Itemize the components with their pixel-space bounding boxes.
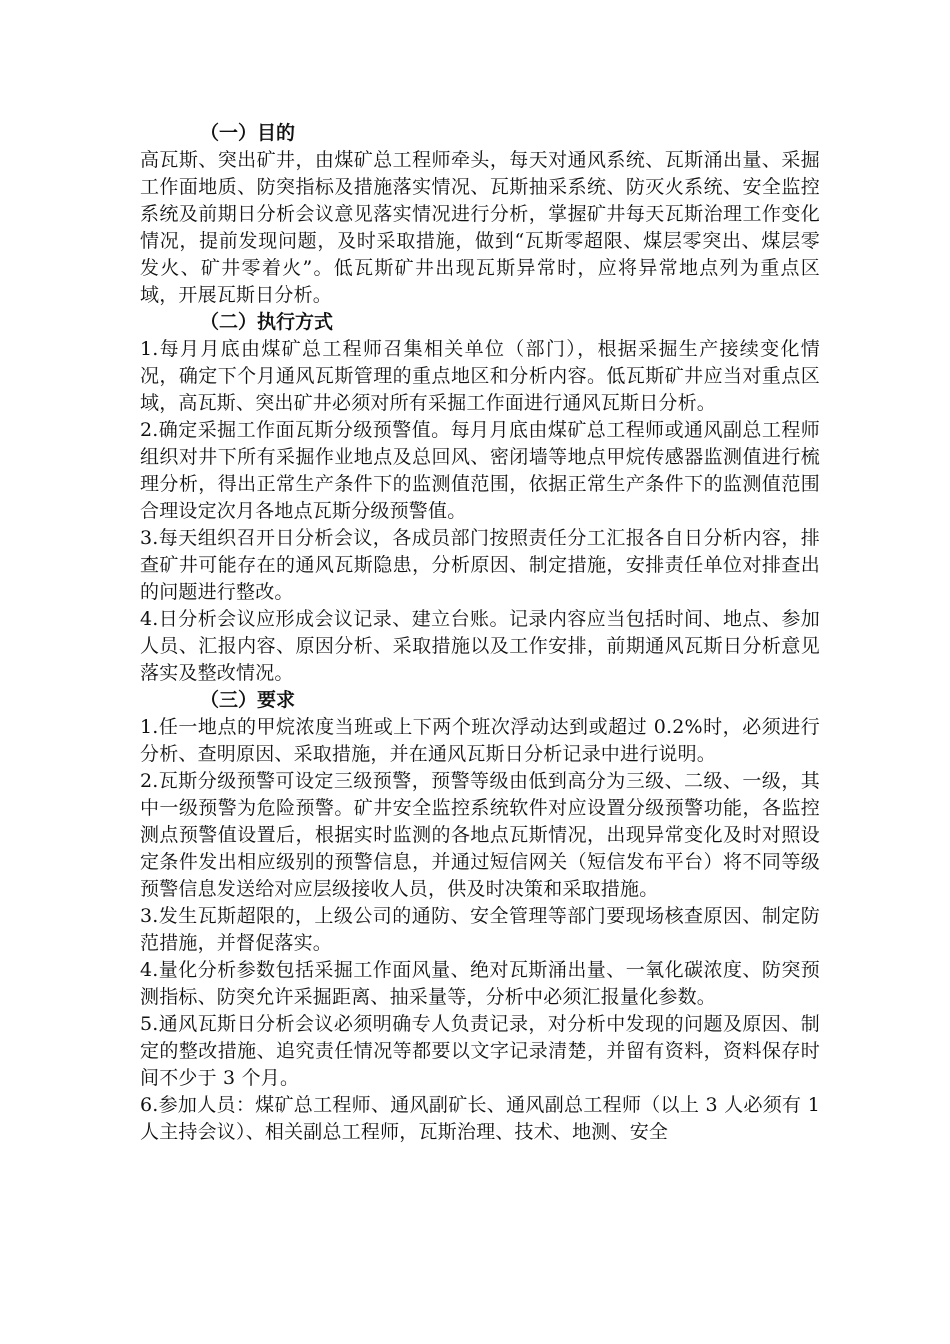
purpose-paragraph: 高瓦斯、突出矿井，由煤矿总工程师牵头，每天对通风系统、瓦斯涌出量、采掘工作面地质、防突指标及措施落实情况、瓦斯抽采系统、防灭火系统、安全监控系统及前期日分析会议意见落实情况进行分析，掌握矿井每天瓦斯治理工作变化情况，提前发现问题，及时采取措施，做到“瓦斯零超限、煤层零突出、煤层零发火、矿井零着火”。低瓦斯矿井出现瓦斯异常时，应将异常地点列为重点区域，开展瓦斯日分析。 [140, 149, 820, 306]
requirement-item-6: 6.参加人员：煤矿总工程师、通风副矿长、通风副总工程师（以上 3 人必须有 1 人主持会议）、相关副总工程师，瓦斯治理、技术、地测、安全 [140, 1094, 820, 1143]
section-heading-purpose: （一）目的 [200, 122, 296, 144]
document-page [140, 120, 820, 1146]
execution-item-4: 4.日分析会议应形成会议记录、建立台账。记录内容应当包括时间、地点、参加人员、汇报内容、原因分析、采取措施以及工作安排，前期通风瓦斯日分析意见落实及整改情况。 [140, 608, 820, 684]
requirement-item-4: 4.量化分析参数包括采掘工作面风量、绝对瓦斯涌出量、一氧化碳浓度、防突预测指标、防突允许采掘距离、抽采量等，分析中必须汇报量化参数。 [140, 959, 820, 1008]
requirement-item-3: 3.发生瓦斯超限的，上级公司的通防、安全管理等部门要现场核查原因、制定防范措施，并督促落实。 [140, 905, 820, 954]
execution-item-3: 3.每天组织召开日分析会议，各成员部门按照责任分工汇报各自日分析内容，排查矿井可能存在的通风瓦斯隐患，分析原因、制定措施，安排责任单位对排查出的问题进行整改。 [140, 527, 820, 603]
execution-item-2: 2.确定采掘工作面瓦斯分级预警值。每月月底由煤矿总工程师或通风副总工程师组织对井下所有采掘作业地点及总回风、密闭墙等地点甲烷传感器监测值进行梳理分析，得出正常生产条件下的监测值范围，依据正常生产条件下的监测值范围合理设定次月各地点瓦斯分级预警值。 [140, 419, 820, 522]
section-heading-requirements: （三）要求 [200, 689, 296, 711]
requirement-item-5: 5.通风瓦斯日分析会议必须明确专人负责记录，对分析中发现的问题及原因、制定的整改措施、追究责任情况等都要以文字记录清楚，并留有资料，资料保存时间不少于 3 个月。 [140, 1013, 820, 1089]
requirement-item-2: 2.瓦斯分级预警可设定三级预警，预警等级由低到高分为三级、二级、一级，其中一级预警为危险预警。矿井安全监控系统软件对应设置分级预警功能，各监控测点预警值设置后，根据实时监测的各地点瓦斯情况，出现异常变化及时对照设定条件发出相应级别的预警信息，并通过短信网关（短信发布平台）将不同等级预警信息发送给对应层级接收人员，供及时决策和采取措施。 [140, 770, 820, 900]
section-heading-execution: （二）执行方式 [200, 311, 334, 333]
execution-item-1: 1.每月月底由煤矿总工程师召集相关单位（部门），根据采掘生产接续变化情况，确定下个月通风瓦斯管理的重点地区和分析内容。低瓦斯矿井应当对重点区域，高瓦斯、突出矿井必须对所有采掘工作面进行通风瓦斯日分析。 [140, 338, 820, 414]
requirement-item-1: 1.任一地点的甲烷浓度当班或上下两个班次浮动达到或超过 0.2%时，必须进行分析、查明原因、采取措施，并在通风瓦斯日分析记录中进行说明。 [140, 716, 820, 765]
